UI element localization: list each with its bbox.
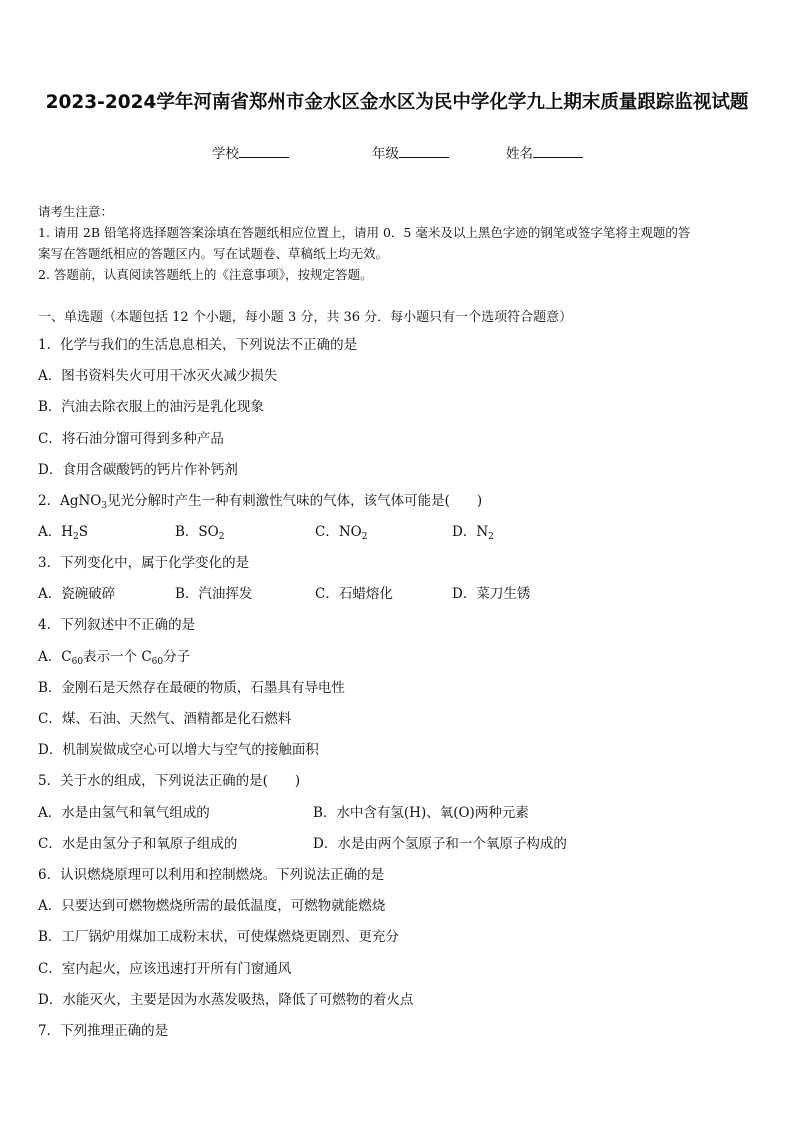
q6-option-d: D．水能灭火，主要是因为水蒸发吸热，降低了可燃物的着火点 [38, 992, 414, 1008]
q6-option-a: A．只要达到可燃物燃烧所需的最低温度，可燃物就能燃烧 [38, 898, 386, 914]
q2-option-b: B．$SO_2$ [175, 524, 225, 542]
notice-item-1-line-2: 案写在答题纸相应的答题区内。写在试题卷、草稿纸上均无效。 [38, 246, 389, 261]
school-blank [239, 145, 289, 158]
q1-stem: 1．化学与我们的生活息息相关，下列说法不正确的是 [38, 337, 358, 353]
q3-option-d: D．菜刀生锈 [452, 586, 531, 602]
q4-stem: 4．下列叙述中不正确的是 [38, 617, 196, 633]
q1-option-b: B．汽油去除衣服上的油污是乳化现象 [38, 399, 264, 415]
section-heading: 一、单选题（本题包括 12 个小题，每小题 3 分，共 36 分．每小题只有一个选项符合题意） [38, 310, 573, 325]
name-blank [533, 145, 583, 158]
q5-option-c: C．水是由氢分子和氧原子组成的 [38, 836, 238, 852]
q5-option-d: D．水是由两个氢原子和一个氧原子构成的 [313, 836, 567, 852]
school-label: 学校 [212, 146, 239, 162]
q3-stem: 3．下列变化中，属于化学变化的是 [38, 555, 250, 571]
q2-option-a: A．$H_2S$ [38, 524, 89, 542]
q4-option-b: B．金刚石是天然存在最硬的物质，石墨具有导电性 [38, 680, 345, 696]
q1-option-a: A．图书资料失火可用干冰灭火减少损失 [38, 368, 278, 384]
q4-option-c: C．煤、石油、天然气、酒精都是化石燃料 [38, 711, 292, 727]
q5-stem: 5．关于水的组成，下列说法正确的是( ) [38, 773, 301, 789]
q3-option-c: C．石蜡熔化 [315, 586, 393, 602]
q2-option-c: C．$NO_2$ [315, 524, 368, 542]
q4-option-d: D．机制炭做成空心可以增大与空气的接触面积 [38, 742, 319, 758]
q5-option-b: B．水中含有氢(H)、氧(O)两种元素 [313, 805, 529, 821]
q5-option-a: A．水是由氢气和氧气组成的 [38, 805, 210, 821]
q6-stem: 6．认识燃烧原理可以利用和控制燃烧。下列说法正确的是 [38, 867, 385, 883]
name-label: 姓名 [506, 146, 533, 162]
notice-heading: 请考生注意： [38, 204, 114, 219]
q2-stem: 2．AgNO$_3$见光分解时产生一种有刺激性气味的气体，该气体可能是( ) [38, 493, 483, 511]
name-field [506, 142, 583, 162]
grade-blank [399, 145, 449, 158]
exam-title: 2023-2024学年河南省郑州市金水区金水区为民中学化学九上期末质量跟踪监视试题 [45, 92, 749, 113]
q1-option-d: D．食用含碳酸钙的钙片作补钙剂 [38, 462, 238, 478]
q1-option-c: C．将石油分馏可得到多种产品 [38, 431, 224, 447]
grade-field [372, 142, 449, 162]
q6-option-c: C．室内起火，应该迅速打开所有门窗通风 [38, 961, 292, 977]
q4-option-a: A．$C_{60}$表示一个 $C_{60}$分子 [38, 649, 191, 667]
q3-option-a: A．瓷碗破碎 [38, 586, 116, 602]
school-field [212, 142, 289, 162]
notice-item-1-line-1: 1. 请用 2B 铅笔将选择题答案涂填在答题纸相应位置上，请用 0．5 毫米及以上黑色字迹的钢笔或签字笔将主观题的答 [38, 225, 691, 240]
grade-label: 年级 [372, 146, 399, 162]
q2-option-d: D．$N_2$ [452, 524, 494, 542]
q3-option-b: B．汽油挥发 [175, 586, 253, 602]
notice-item-2: 2. 答题前，认真阅读答题纸上的《注意事项》，按规定答题。 [38, 267, 373, 282]
q7-stem: 7．下列推理正确的是 [38, 1023, 169, 1039]
q6-option-b: B．工厂锅炉用煤加工成粉末状，可使煤燃烧更剧烈、更充分 [38, 929, 399, 945]
